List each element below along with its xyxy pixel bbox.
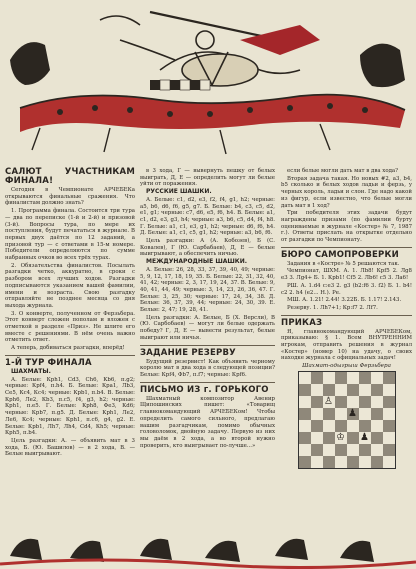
- board-square: [383, 456, 395, 468]
- subheading-russian-checkers: РУССКИЕ ШАШКИ.: [146, 188, 212, 196]
- board-square: [323, 456, 335, 468]
- board-square: [371, 408, 383, 420]
- subheading-chess: ШАХМАТЫ.: [11, 367, 51, 375]
- board-square: [335, 408, 347, 420]
- board-square: [299, 408, 311, 420]
- column-1: [5, 168, 135, 459]
- heading-letter-gorky: ПИСЬМО ИЗ г. ГОРЬКОГО: [140, 384, 269, 395]
- board-square: [335, 456, 347, 468]
- board-square: [323, 444, 335, 456]
- paragraph: Я, главнокомандующий АРЧЕБЕКом, приказываю: § 1. Всем ВНУТРЕННИМ игрокам, отправить решения в журнал «Костер» (номер 10) на удачу, о своих находке журнала с официальных задач!: [281, 328, 412, 362]
- board-square: [383, 396, 395, 408]
- paragraph: Задания в «Костре» № 5 решаются так.: [287, 260, 400, 267]
- heading-tour-1: 1-Й ТУР ФИНАЛА: [5, 357, 92, 368]
- board-square: [383, 384, 395, 396]
- board-square: [371, 372, 383, 384]
- paragraph: А. Белые: с1, d2, e3, f2, f4, g1, h2; черные: а5, b6, d6, f6, g5, g7. Б. Белые: b4, c3, c5, d2, e1, g1; черные: c7, d6, e5, f6, h4. В. Белые: а1, с1, d2, e3, g3, h4; черные: а3, b6, c5, d4, f4, h8. Г. Белые: а1, с1, е3, g1, h2; черные: d6, f6, h4. Д. Белые: а1, с1, с5, g1, h2; черные: а3, b6, f6.: [140, 196, 275, 237]
- chess-piece-square: ♙: [324, 395, 333, 407]
- board-square: [371, 396, 383, 408]
- board-square: [359, 420, 371, 432]
- board-square: [323, 420, 335, 432]
- board-square: [347, 384, 359, 396]
- board-square: [299, 372, 311, 384]
- paragraph: 2. Обязательства финалистов. Посылать разгадки четко, аккуратно, в сроки с разбором всех лучших ходов. Разгадки подписываются указанием вашей фамилии, имени и возраста. Свою разгадку отправляйте не позднее месяца со дня выхода журнала.: [5, 262, 135, 309]
- board-square: [299, 384, 311, 396]
- board-square: [335, 372, 347, 384]
- heading-salute: САЛЮТ УЧАСТНИКАМ ФИНАЛА!: [5, 167, 135, 186]
- board-square: [383, 444, 395, 456]
- board-square: [359, 396, 371, 408]
- board-square: [359, 372, 371, 384]
- paragraph: А. Белые: 26, 28, 33, 37, 39, 40, 49; черные: 5, 9, 12, 17, 18, 19, 35. Б. Белые: 22, 31, 32, 40, 41, 42; черные: 2, 3, 17, 19, 24, 37. В. Белые: 9, 40, 41, 44, 49; черные: 3, 14, 23, 26, 36, 47. Г. Белые: 3, 25, 30; черные: 17, 24, 34, 38. Д. Белые: 36, 37, 39, 44; черные: 24, 30, 39. Е. Белые: 2, 47; 19, 28, 41.: [140, 266, 275, 314]
- board-square: [347, 444, 359, 456]
- board-square: [347, 372, 359, 384]
- paragraph: А теперь, добиваться разгадки, вперёд!: [11, 345, 125, 352]
- board-square: [335, 444, 347, 456]
- board-square: [311, 408, 323, 420]
- board-caption: Шахмат-одыгрыш Ферзьбера: [302, 363, 391, 370]
- paragraph: Три победителя этих задачи будут награждены призами (по фамилии бурту оцениваемые в журнале «Костер» № 7, 1987 г.). Ответы прислать на открытке отдельно от разгадки по Чемпионату.: [281, 210, 412, 244]
- board-square: [335, 420, 347, 432]
- chess-piece-square: ♔: [336, 431, 345, 443]
- paragraph: Цель разгадки: А (А. Кобозев), Б (С. Ковалев), Г (Ю. Сарбабаев), Д, Е — белые выигрывают, а обеспечить ничью.: [140, 238, 275, 258]
- paragraph: 3. О конверте, полученном от Ферзьбера. Этот конверт сложен пополам и вложен с отметкой в разделе «Приз». Не шлите его вместе с решениями. В нём очень важно отметить ответ.: [5, 310, 135, 344]
- chess-piece-square: ♟: [348, 407, 357, 419]
- board-square: [335, 384, 347, 396]
- divider: [5, 355, 135, 356]
- board-square: [323, 432, 335, 444]
- paragraph: если белые могли дать мат в два хода?: [287, 168, 398, 174]
- board-square: [359, 456, 371, 468]
- footer-illustration: [0, 516, 416, 569]
- subheading-international-checkers: МЕЖДУНАРОДНЫЕ ШАШКИ.: [146, 258, 247, 266]
- paragraph: Цель разгадки: А. Белые, Б (Х. Версли), В (Ю. Сарбобаев) — могут ли белые одержать победу? Г, Д, Е — вывести результат, белые выиграют или ничья.: [140, 314, 275, 341]
- paragraph: 1. Программа финала. Состоится три тура — два по переписке (1-й и 2-й) и призовой (3-й). Вопросы тура, по мере их поступления, будут печататься в журнале. В первых двух даётся по 12 заданий, а призовой тур — с ответами в 15-м номере. Победители определяются по сумме набранных очков во всех трёх турах.: [5, 208, 135, 262]
- board-square: [299, 432, 311, 444]
- board-square: [311, 396, 323, 408]
- board-square: [347, 432, 359, 444]
- paragraph: А. Белые: Крh1, Сd3, Сh6, Кb6, п.g2; черные: Крf4, п.h4. Б. Белые: Кра1, Лb3, Сe5, Кс4, Кс4; черные: Крb1, п.b4. В. Белые: Крh6, Ле2, Кb3, п.с5, f4, g3, h2; черные: Крh1, п.е5. Г. Белые: Крh8, Фе3, Кd6; черные: Крb7, п.g5. Д. Белые: Крh1, Ле2, Ле6, Кс4; черные: Крh1, п.с6, g4, g2. Е. Белые: Крb1, Лh7, Лh4, Сd4, Кh5; черные: Крh5, п.b4.: [5, 376, 135, 437]
- board-square: [371, 444, 383, 456]
- board-square: [311, 420, 323, 432]
- board-square: [335, 396, 347, 408]
- divider: [140, 345, 275, 346]
- paragraph: РШ. А. 1.d4 с:е3 2. g3 (b2:f6 3. f2) Б. 1. b4! с2 2. h4 (e2... Н.). Ре.: [281, 282, 412, 296]
- board-square: [311, 372, 323, 384]
- board-square: [371, 420, 383, 432]
- horses-row-illustration: [10, 539, 374, 562]
- chess-board: [298, 371, 396, 469]
- paragraph: в 3 хода, Г — вывернуть пешку от белых выиграть, Д, Е — определить могут ли белые уйти от поражения.: [140, 168, 275, 188]
- board-square: [299, 444, 311, 456]
- paragraph: Вторая задача такая. Но новых #2, а3, b4, b5 сколько и белых ходов ладьи и ферзь, у черных король, ладьи и слон. Где надо какой из фигур, если известно, что белые могли дать мат в 1 ход?: [281, 175, 412, 209]
- board-square: [323, 408, 335, 420]
- board-square: [371, 432, 383, 444]
- board-square: [323, 384, 335, 396]
- divider: [140, 382, 275, 383]
- board-square: [371, 456, 383, 468]
- paragraph: МШ. А. 1.21! 2.44! 3.22Б. Б. 1.17! 2.143.: [287, 297, 402, 304]
- heading-reserve: ЗАДАНИЕ РЕЗЕРВУ: [140, 347, 236, 358]
- board-square: [359, 384, 371, 396]
- board-square: [383, 420, 395, 432]
- board-square: [311, 432, 323, 444]
- board-square: [311, 384, 323, 396]
- column-3: [281, 168, 412, 469]
- board-square: [383, 408, 395, 420]
- board-square: [347, 456, 359, 468]
- board-square: [383, 372, 395, 384]
- divider: [281, 247, 412, 248]
- paragraph: Чемпионат, ШХМ. А. 1. Лb8! Крf5 2. Лg8 е3 3. Лg4+ Б. 1. Крb1! Сf5 2. Лb6! с5 3. Лa6!: [281, 268, 412, 282]
- board-square: [323, 372, 335, 384]
- board-square: [371, 384, 383, 396]
- board-square: [359, 444, 371, 456]
- board-square: [359, 408, 371, 420]
- divider: [281, 315, 412, 316]
- board-square: [311, 456, 323, 468]
- board-square: [311, 444, 323, 456]
- paragraph: Сегодня в Чемпионате АРЧЕБЕКа открываются финальные сражения. Что финалистам должно знать?: [5, 187, 135, 207]
- heading-self-check-bureau: БЮРО САМОПРОВЕРКИ: [281, 249, 399, 260]
- chess-piece-square: ♟: [360, 431, 369, 443]
- column-2: [140, 168, 275, 450]
- header-illustration: [0, 0, 416, 168]
- board-square: [347, 396, 359, 408]
- heading-order: ПРИКАЗ: [281, 317, 323, 328]
- paragraph: Цель разгадки: А. — объявить мат в 3 хода, Б. (Ю. Башилов) — в 2 хода, В. — Бeлые выигрывают.: [5, 437, 135, 458]
- board-square: [299, 456, 311, 468]
- board-square: [383, 432, 395, 444]
- paragraph: Шахматный композитор Авенир Щипошинских пишет: «Товарищ главнокомандующий АРЧЕБЕКом! Чтобы определить самого сильного, предлагаю вашим разгадчикам, помимо обычных головоломок, двойную задачу. Первую из них мы даём в 2 хода, а во второй нужно проверить, кто выигрывает по-лучше...»: [140, 395, 275, 449]
- paragraph: Будущий резервист! Как объявить черному королю мат в два хода в следующей позиции? Белые: Крf4, Фb7, п.f7; черные: Крf6.: [140, 358, 275, 378]
- board-square: [299, 420, 311, 432]
- board-square: [299, 396, 311, 408]
- paragraph: Резерву. 1. Лh7+1; Кр:f7 2. Лf7.: [287, 304, 378, 311]
- board-square: [347, 420, 359, 432]
